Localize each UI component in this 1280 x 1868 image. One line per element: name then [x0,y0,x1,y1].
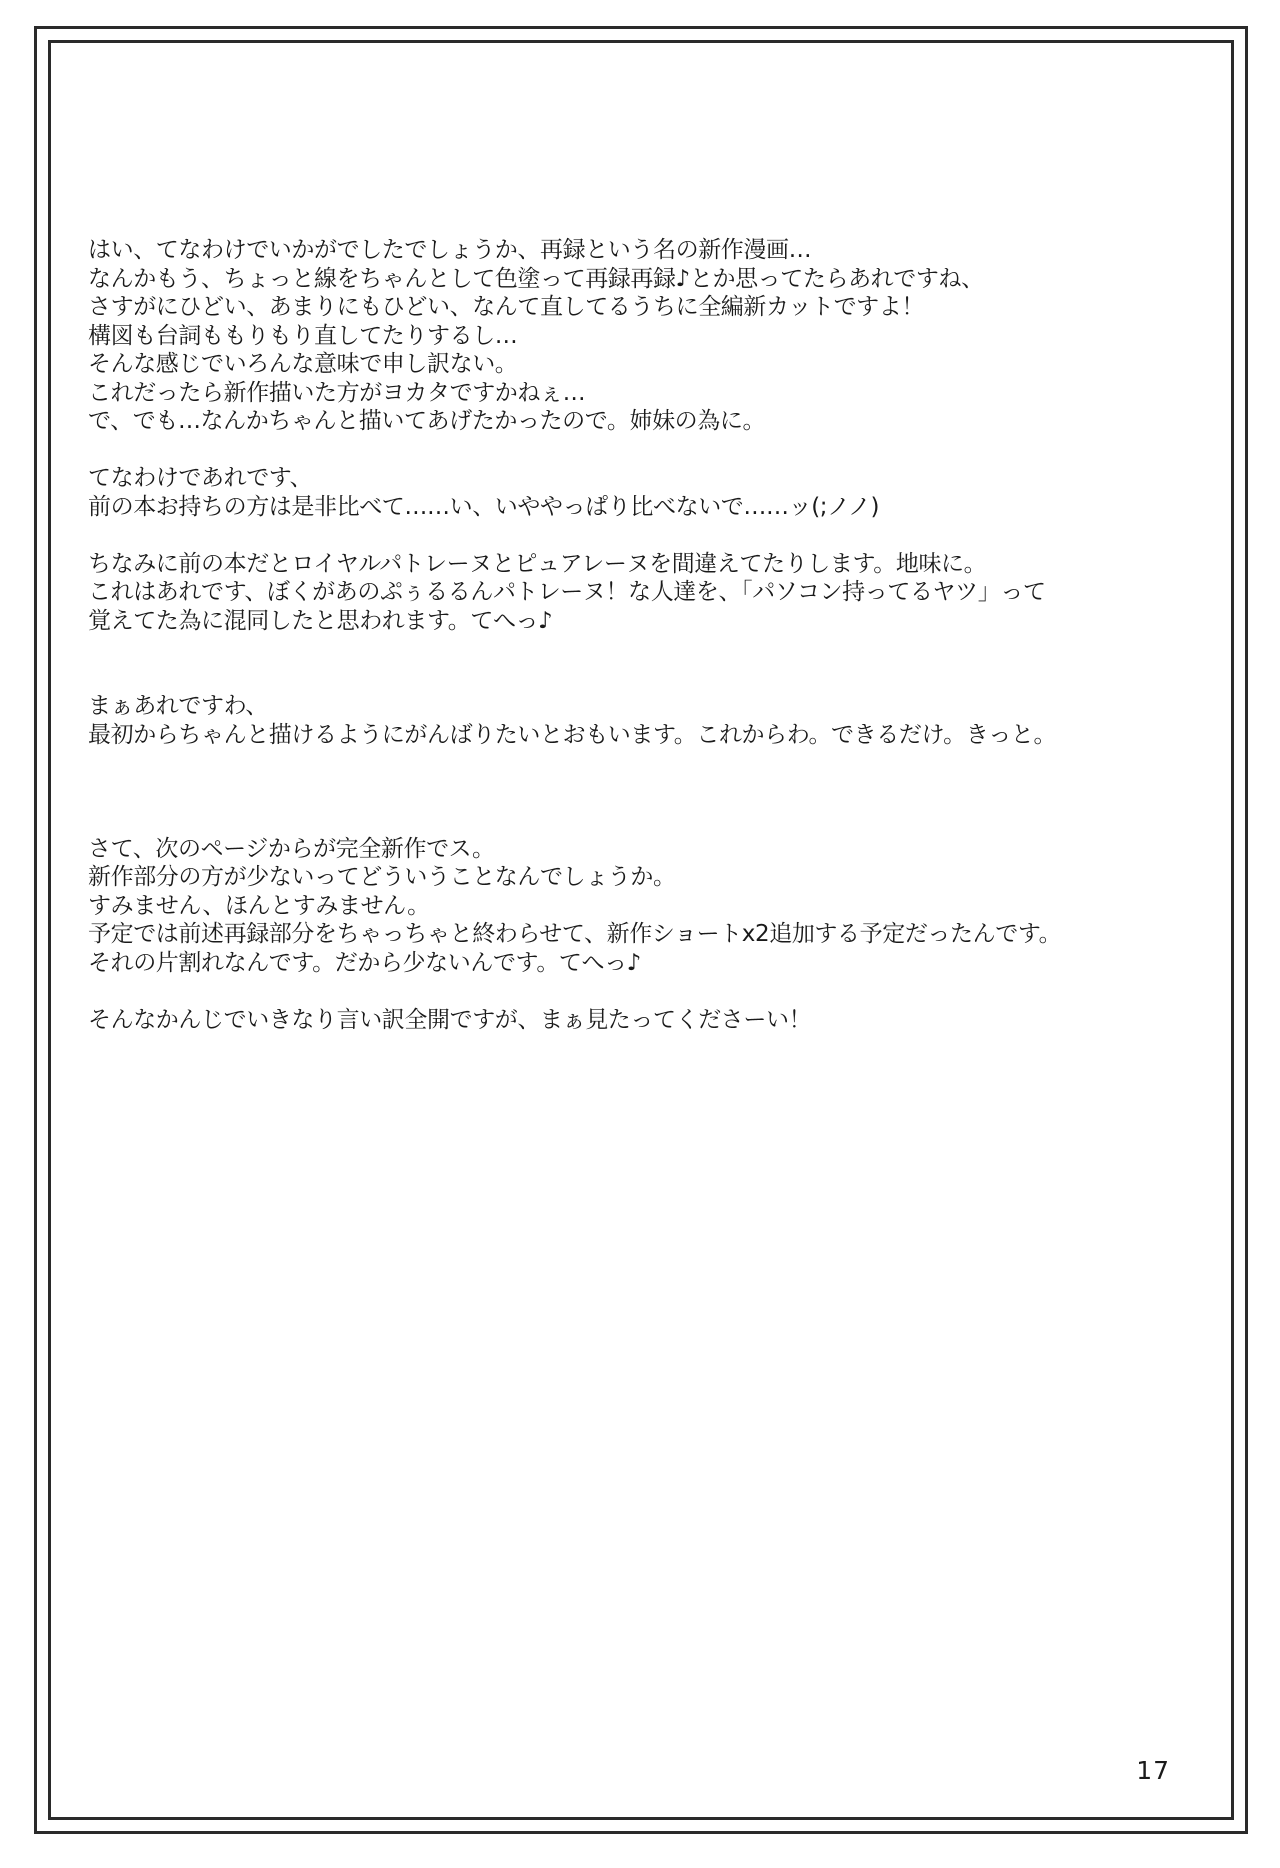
paragraph-6 [88,1006,1208,1035]
text-line: そんなかんじでいきなり言い訳全開ですが、まぁ見たってくださーい！ [88,1006,812,1033]
paragraph-gap [88,749,1208,835]
text-line: それの片割れなんです。だから少ないんです。てへっ♪ [88,949,641,976]
paragraph-3 [88,550,1208,636]
text-line: そんな感じでいろんな意味で申し訳ない。 [88,351,518,377]
paragraph-1 [88,236,1208,436]
text-line: まぁあれですわ、 [88,693,268,719]
text-line: これはあれです、ぼくがあのぷぅるるんパトレーヌ！な人達を、「パソコン持ってるヤツ」って [88,579,1046,605]
text-line: さて、次のページからが完全新作でス。 [88,835,495,862]
text-line: てなわけであれです、 [88,465,313,491]
text-line: ちなみに前の本だとロイヤルパトレーヌとピュアレーヌを間違えてたりします。地味に。 [88,550,987,577]
text-line: はい、てなわけでいかがでしたでしょうか、再録という名の新作漫画… [88,237,812,263]
text-line: で、でも…なんかちゃんと描いてあげたかったので。姉妹の為に。 [88,408,766,434]
text-line: 新作部分の方が少ないってどういうことなんでしょうか。 [88,864,676,890]
paragraph-gap [88,436,1208,465]
text-line: 構図も台詞ももりもり直してたりするし… [88,322,518,349]
text-line: 予定では前述再録部分をちゃっちゃと終わらせて、新作ショートx2追加する予定だったんです。 [88,921,1062,947]
text-line: 最初からちゃんと描けるようにがんばりたいとおもいます。これからわ。できるだけ。きっと。 [88,721,1057,748]
paragraph-4 [88,692,1208,749]
page-number: 17 [1136,1756,1170,1785]
text-line: すみません、ほんとすみません。 [88,892,430,919]
text-line: さすがにひどい、あまりにもひどい、なんて直してるうちに全編新カットですよ！ [88,294,924,320]
text-line: なんかもう、ちょっと線をちゃんとして色塗って再録再録♪とか思ってたらあれですね、 [88,265,984,292]
text-line: 覚えてた為に混同したと思われます。てへっ♪ [88,607,553,634]
paragraph-2 [88,464,1208,521]
paragraph-gap [88,521,1208,550]
text-line: これだったら新作描いた方がヨカタですかねぇ… [88,379,586,406]
paragraph-gap [88,635,1208,692]
text-line: 前の本お持ちの方は是非比べて……い、いややっぱり比べないで……ッ(;ノノ) [88,493,880,520]
paragraph-5 [88,835,1208,978]
paragraph-gap [88,977,1208,1006]
afterword-text [88,236,1208,1034]
